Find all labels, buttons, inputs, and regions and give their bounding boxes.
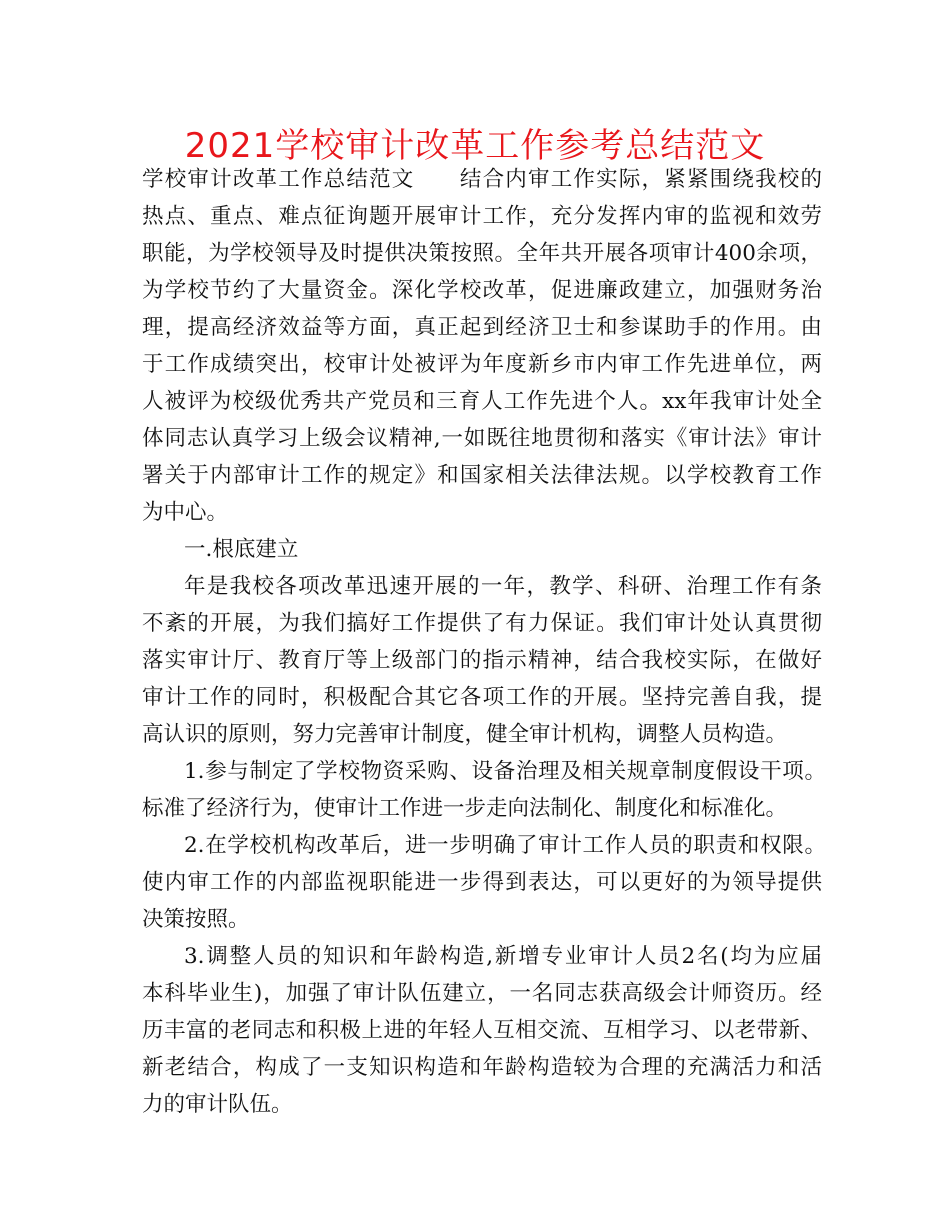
text-line: 职能，为学校领导及时提供决策按照。全年共开展各项审计400余项， bbox=[142, 241, 822, 266]
text-line: 于工作成绩突出，校审计处被评为年度新乡市内审工作先进单位，两 bbox=[142, 352, 822, 377]
text-line: 高认识的原则，努力完善审计制度，健全审计机构，调整人员构造。 bbox=[142, 722, 788, 747]
text-line: 新老结合，构成了一支知识构造和年龄构造较为合理的充满活力和活 bbox=[142, 1055, 822, 1080]
text-line: 落实审计厅、教育厅等上级部门的指示精神，结合我校实际，在做好 bbox=[142, 648, 822, 673]
text-line: 学校审计改革工作总结范文 结合内审工作实际，紧紧围绕我校的 bbox=[142, 167, 822, 192]
text-line: 标准了经济行为，使审计工作进一步走向法制化、制度化和标准化。 bbox=[142, 796, 788, 821]
section-heading: 一.根底建立 bbox=[184, 537, 299, 562]
text-line: 本科毕业生)，加强了审计队伍建立，一名同志获高级会计师资历。经 bbox=[142, 981, 822, 1006]
text-line: 使内审工作的内部监视职能进一步得到表达，可以更好的为领导提供 bbox=[142, 870, 822, 895]
text-line: 为中心。 bbox=[142, 500, 229, 525]
text-line: 热点、重点、难点征询题开展审计工作，充分发挥内审的监视和效劳 bbox=[142, 204, 822, 229]
text-line: 决策按照。 bbox=[142, 907, 250, 932]
list-item: 1.参与制定了学校物资采购、设备治理及相关规章制度假设干项。 bbox=[184, 759, 826, 784]
text-line: 人被评为校级优秀共产党员和三育人工作先进个人。xx年我审计处全 bbox=[142, 389, 822, 414]
document-title: 2021学校审计改革工作参考总结范文 bbox=[184, 126, 766, 166]
text-line: 不紊的开展，为我们搞好工作提供了有力保证。我们审计处认真贯彻 bbox=[142, 611, 822, 636]
text-line: 理，提高经济效益等方面，真正起到经济卫士和参谋助手的作用。由 bbox=[142, 315, 822, 340]
text-line: 署关于内部审计工作的规定》和国家相关法律法规。以学校教育工作 bbox=[142, 463, 822, 488]
text-line: 审计工作的同时，积极配合其它各项工作的开展。坚持完善自我，提 bbox=[142, 685, 822, 710]
list-item: 2.在学校机构改革后，进一步明确了审计工作人员的职责和权限。 bbox=[184, 833, 826, 858]
text-line: 年是我校各项改革迅速开展的一年，教学、科研、治理工作有条 bbox=[184, 574, 822, 599]
text-line: 为学校节约了大量资金。深化学校改革，促进廉政建立，加强财务治 bbox=[142, 278, 822, 303]
list-item: 3.调整人员的知识和年龄构造,新增专业审计人员2名(均为应届 bbox=[184, 944, 822, 969]
text-line: 体同志认真学习上级会议精神,一如既往地贯彻和落实《审计法》审计 bbox=[142, 426, 822, 451]
text-line: 历丰富的老同志和积极上进的年轻人互相交流、互相学习、以老带新、 bbox=[142, 1018, 822, 1043]
text-line: 力的审计队伍。 bbox=[142, 1092, 293, 1117]
